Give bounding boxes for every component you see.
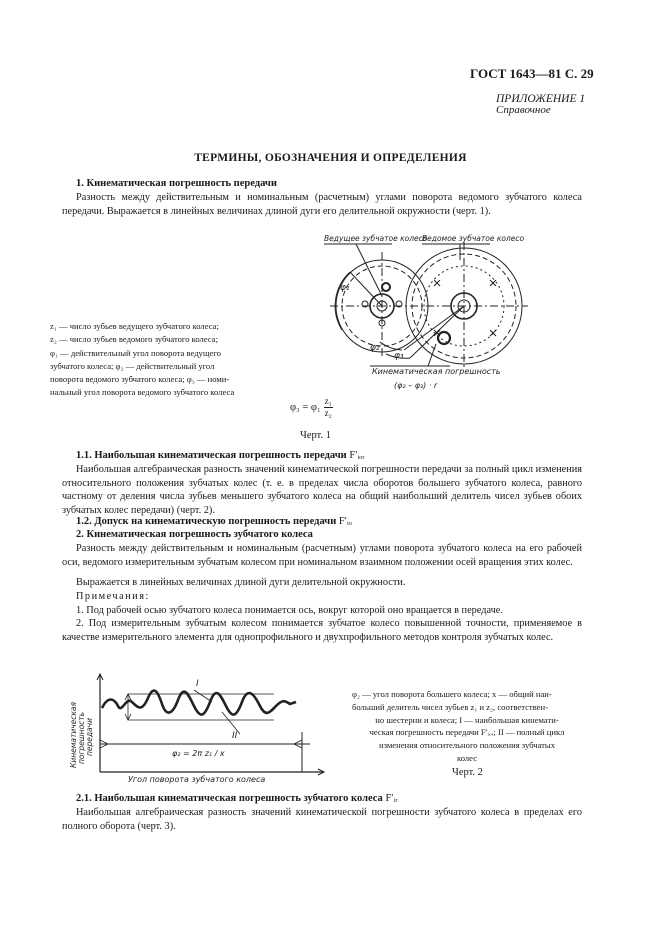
label-driving-gear: Ведущее зубчатое колесо [324, 234, 428, 243]
section-1-text: Разность между действительным и номинальным (расчетным) углами поворота ведомого зубчатого колеса передачи. Выражается в линейных величинах длиной дуги его делительной окружности (черт. 1). [62, 192, 582, 217]
fig2-legend [352, 688, 582, 765]
fig2-legend-line: ческая погрешность передачи F′ᵢₒᵣ; II — полный цикл [369, 727, 565, 738]
label-kinematic-formula: (φ₂ – φ₃) · r [394, 381, 438, 390]
notes-title: Примечания: [76, 591, 150, 602]
note-2: 2. Под измерительным зубчатым колесом понимается зубчатое колесо повышенной точности, применяемое в качестве измерительного элемента для однопрофильного и двухпрофильного методов контроля зубчатых колес. [62, 618, 582, 643]
gear-pair-figure [310, 232, 530, 420]
section-1-1-text: Наибольшая алгебраическая разность значений кинематической погрешности передачи за полный цикл изменения относительного положения зубчатых колес (т. е. в пределах числа оборотов большего зубчатого колеса, равного частному от деления числа зубьев меньшего зубчатого колеса на общий наибольший делитель чисел зубьев обоих зубчатых колес передачи) (черт. 2). [62, 464, 582, 516]
fig2-legend-line: изменения относительного положения зубчатых [378, 740, 555, 751]
fig1-legend-line: зубчатого колеса; φ₂ — действительный угол [50, 360, 215, 371]
section-2-heading: 2. Кинематическая погрешность зубчатого колеса [76, 529, 313, 540]
formula-numerator: z₁ [324, 396, 332, 406]
section-2-1-text: Наибольшая алгебраическая разность значений кинематической погрешности зубчатого колеса в пределах его полного оборота (черт. 3). [62, 807, 582, 832]
y-axis-label-2: погрешность [77, 711, 86, 764]
formula-denominator: z₂ [324, 408, 332, 418]
x-axis-label: Угол поворота зубчатого колеса [128, 775, 266, 784]
fig1-legend-line: z₁ — число зубьев ведущего зубчатого колеса; [50, 321, 219, 331]
appendix-label: ПРИЛОЖЕНИЕ 1 [496, 93, 586, 105]
page-title: ТЕРМИНЫ, ОБОЗНАЧЕНИЯ И ОПРЕДЕЛЕНИЯ [194, 152, 467, 164]
fig1-legend-line: z₂ — число зубьев ведомого зубчатого колеса; [50, 334, 218, 345]
fig1-caption: Черт. 1 [300, 430, 331, 441]
kinematic-error-chart [62, 672, 332, 784]
fig2-legend-line: больший делитель чисел зубьев z₁ и z₂, соответствен- [352, 701, 548, 712]
section-1-1-heading [76, 450, 365, 461]
section-2-1-symbol: F′ᵢᵣ [385, 793, 398, 804]
section-1-1-title: 1.1. Наибольшая кинематическая погрешность передачи [76, 450, 347, 461]
section-2-text: Разность между действительным и номинальным (расчетным) углами поворота зубчатого колеса на его рабочей оси, ведомого измерительным зубчатым колесом при номинальном взаимном положении осей вращения этих колес. [62, 543, 582, 568]
section-1-heading: 1. Кинематическая погрешность передачи [76, 178, 277, 189]
phi1-label: φ₁ [340, 283, 350, 293]
formula [290, 396, 333, 419]
fig2-caption: Черт. 2 [452, 767, 483, 778]
page-header: ГОСТ 1643—81 С. 29 [470, 66, 594, 81]
y-axis-label-1: Кинематическая [69, 701, 78, 768]
section-1-1-symbol: F′ᵢₒᵣ [349, 450, 365, 461]
section-2-text2: Выражается в линейных величинах длиной дуги делительной окружности. [76, 577, 406, 588]
label-driven-gear: Ведомое зубчатое колесо [422, 234, 525, 243]
phi2-label: φ₂ [370, 343, 380, 353]
fig1-legend-line: нальный угол поворота ведомого зубчатого колеса [50, 387, 235, 398]
section-2-1-title: 2.1. Наибольшая кинематическая погрешность зубчатого колеса [76, 793, 383, 804]
fig1-legend-line: поворота ведомого зубчатого колеса; φ₃ — номи- [50, 374, 230, 385]
section-2-1-heading [76, 793, 398, 804]
section-1-2-title: 1.2. Допуск на кинематическую погрешность передачи [76, 516, 337, 527]
mark-II: II [232, 731, 238, 741]
label-kinematic-error: Кинематическая погрешность [372, 367, 501, 376]
fig1-legend-line: φ₁ — действительный угол поворота ведущего [50, 347, 221, 358]
fig2-legend-line: φ₂ — угол поворота большего колеса; x — общий наи- [352, 689, 552, 699]
y-axis-label-3: передачи [85, 718, 94, 756]
formula-lhs: φ₃ = φ₁ [290, 402, 321, 413]
phi3-label: φ₃ [394, 351, 404, 361]
fig2-legend-line: колес [456, 752, 478, 763]
fig2-legend-line: но шестерни и колеса; I — наибольшая кинемати- [375, 714, 559, 725]
fig1-legend [50, 320, 266, 400]
note-1: 1. Под рабочей осью зубчатого колеса понимается ось, вокруг которой оно вращается в передаче. [76, 605, 503, 616]
dimension-label: φ₂ = 2π z₁ / x [172, 749, 225, 758]
section-1-2-symbol: F′ᵢₒ [338, 516, 352, 527]
section-1-2-heading [76, 516, 352, 527]
mark-I: I [196, 679, 199, 689]
appendix-type: Справочное [496, 104, 551, 116]
